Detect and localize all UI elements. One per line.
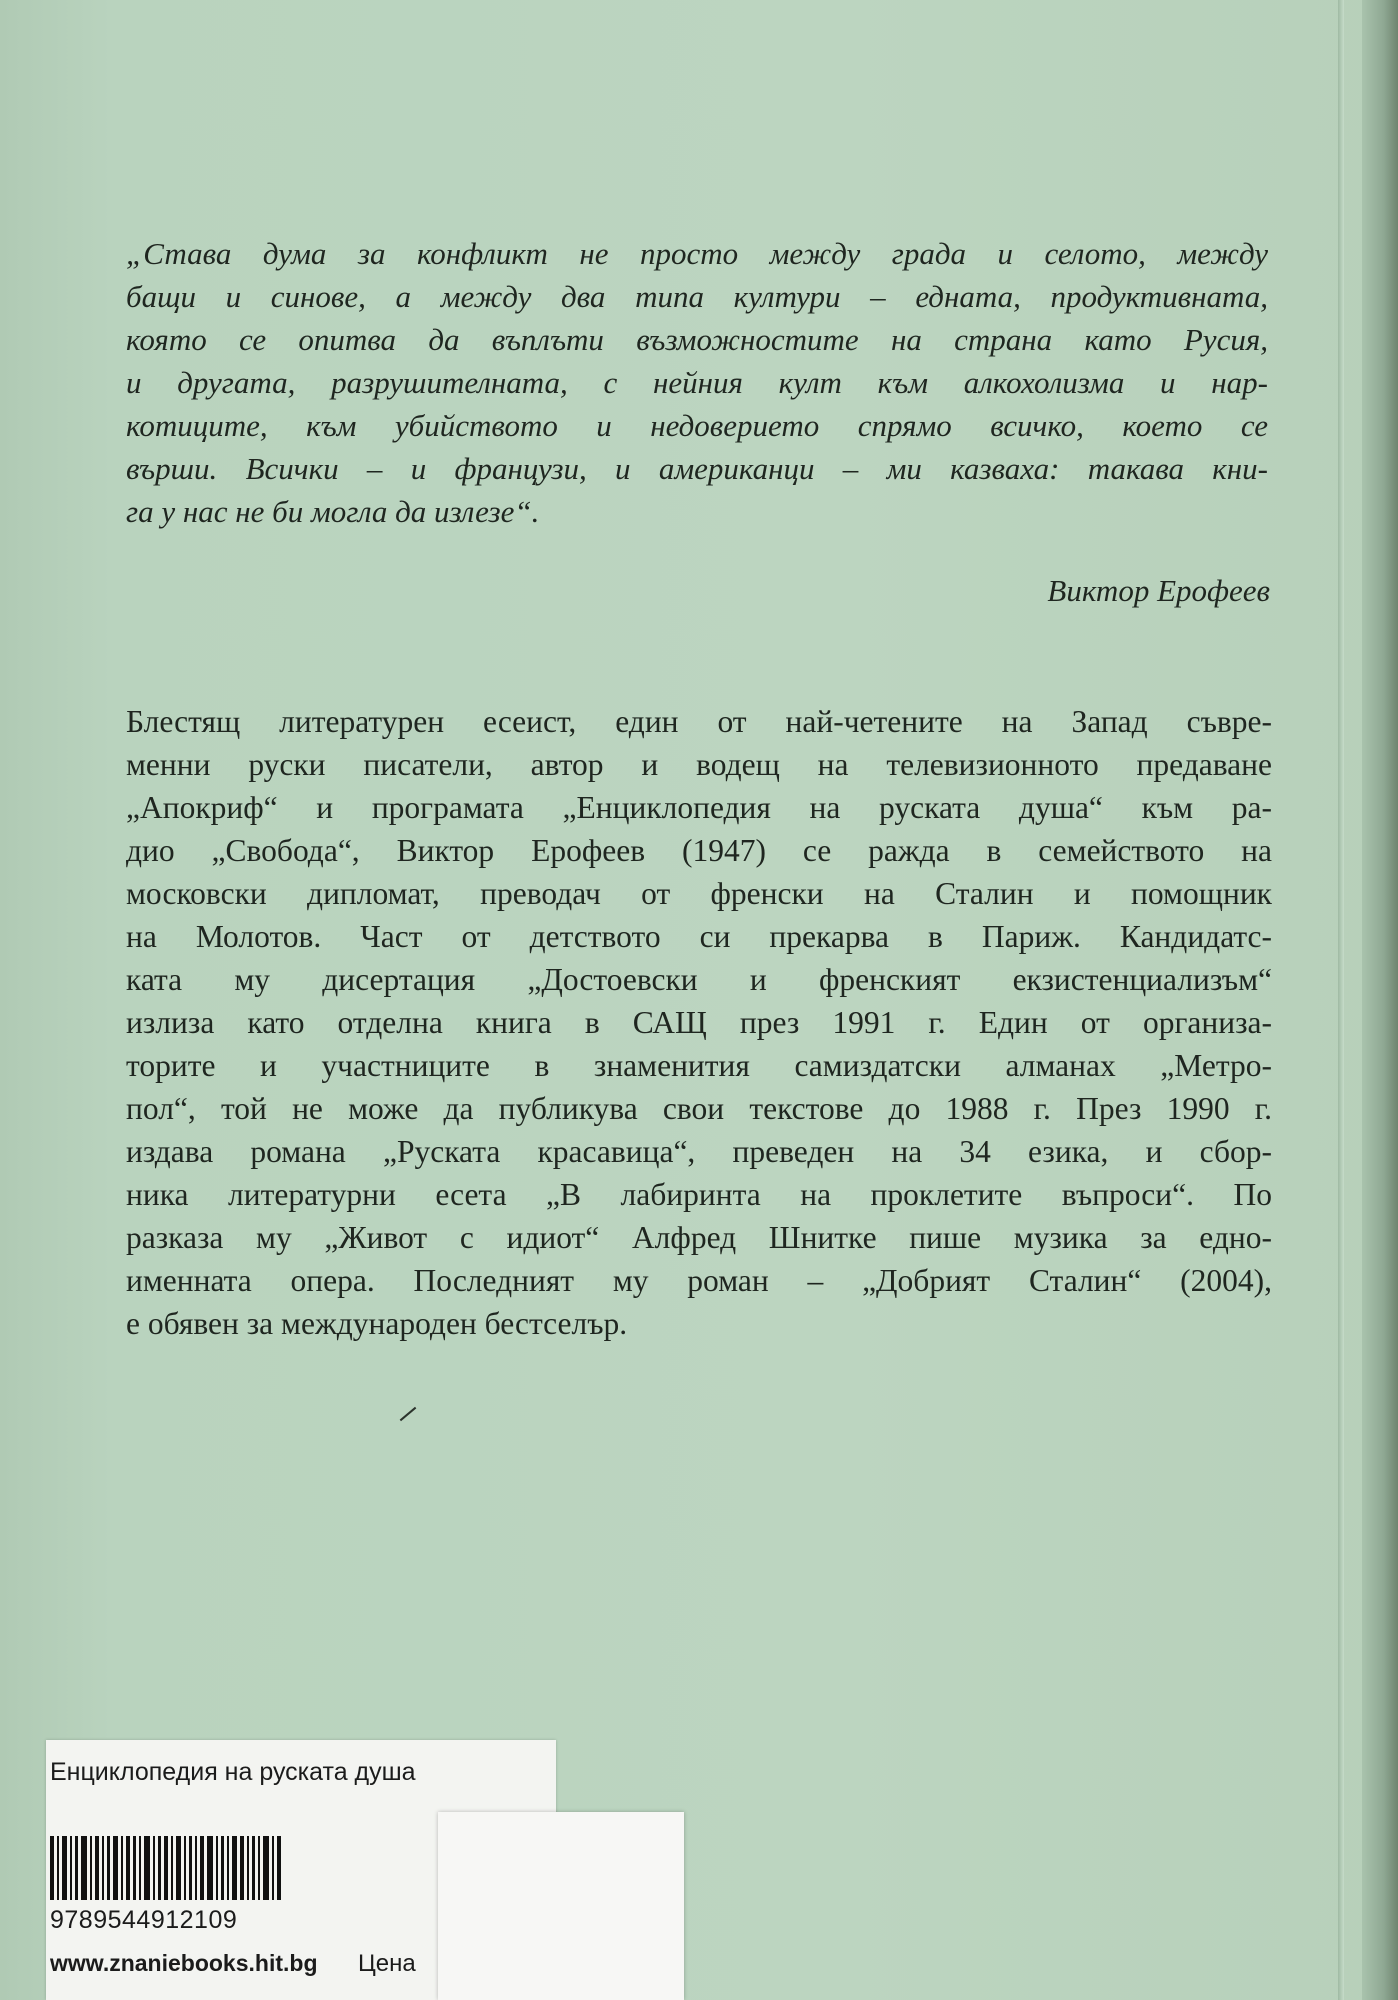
sticker-title: Енциклопедия на руската душа: [50, 1758, 416, 1786]
bio-line: ника литературни есета „В лабиринта на проклетите въпроси“. По: [126, 1177, 1272, 1212]
bio-line: „Апокриф“ и програмата „Енциклопедия на руската душа“ към ра-: [126, 790, 1272, 825]
quote-line: „Става дума за конфликт не просто между града и селото, между: [126, 236, 1268, 271]
bio-line: на Молотов. Част от детството си прекарва в Париж. Кандидатс-: [126, 919, 1272, 954]
bio-line: разказа му „Живот с идиот“ Алфред Шнитке пише музика за едно-: [126, 1220, 1272, 1255]
author-bio: [126, 700, 1272, 1345]
price-label: Цена: [358, 1950, 416, 1977]
bio-line: именната опера. Последният му роман – „Добрият Сталин“ (2004),: [126, 1263, 1272, 1298]
bio-line: торите и участниците в знаменития самиздатски алманах „Метро-: [126, 1048, 1272, 1083]
bio-line: пол“, той не може да публикува свои текстове до 1988 г. През 1990 г.: [126, 1091, 1272, 1126]
quote-attribution: Виктор Ерофеев: [1047, 573, 1270, 608]
quote-line: бащи и синове, а между два типа култури – едната, продуктивната,: [126, 279, 1268, 314]
bio-line: менни руски писатели, автор и водещ на телевизионното предаване: [126, 747, 1272, 782]
cover-edge: [1362, 0, 1398, 2000]
quote-block: [126, 232, 1268, 533]
bio-line: Блестящ литературен есеист, един от най-четените на Запад съвре-: [126, 704, 1272, 739]
bio-line: московски дипломат, преводач от френски на Сталин и помощник: [126, 876, 1272, 911]
isbn-number: 9789544912109: [50, 1906, 238, 1934]
bio-line: излиза като отделна книга в САЩ през 1991 г. Един от организа-: [126, 1005, 1272, 1040]
quote-line: котиците, към убийството и недоверието спрямо всичко, което се: [126, 408, 1268, 443]
bio-line: дио „Свобода“, Виктор Ерофеев (1947) се ражда в семейството на: [126, 833, 1272, 868]
bio-line: издава романа „Руската красавица“, преведен на 34 езика, и сбор-: [126, 1134, 1272, 1169]
barcode-icon: [50, 1836, 410, 1900]
quote-line: га у нас не би могла да излезе“.: [126, 494, 540, 529]
publisher-website: www.znaniebooks.hit.bg: [50, 1950, 318, 1976]
bio-line: ката му дисертация „Достоевски и френският екзистенциализъм“: [126, 962, 1272, 997]
price-sticker: [438, 1812, 684, 2000]
spine-fold: [1338, 0, 1344, 2000]
quote-line: която се опитва да въплъти възможностите на страна като Русия,: [126, 322, 1268, 357]
bio-line: е обявен за международен бестселър.: [126, 1306, 628, 1341]
quote-line: и другата, разрушителната, с нейния култ към алкохолизма и нар-: [126, 365, 1268, 400]
quote-line: върши. Всички – и французи, и американци – ми казваха: такава кни-: [126, 451, 1268, 486]
